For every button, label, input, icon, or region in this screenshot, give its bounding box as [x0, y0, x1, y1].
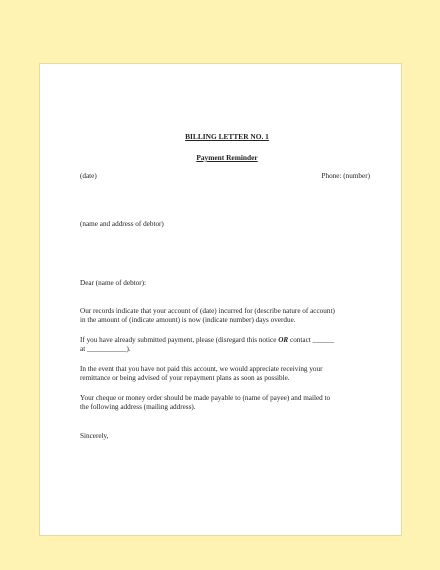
paragraph-already-paid: [80, 336, 374, 354]
paragraph-line: [80, 336, 374, 345]
paragraph-payment-instructions: [80, 394, 374, 412]
salutation: Dear (name of debtor):: [80, 279, 147, 287]
paragraph-line: Our records indicate that your account of (date) incurred for (describe nature of account): [80, 307, 335, 315]
paragraph-line: Your cheque or money order should be made payable to (name of payee) and mailed to: [80, 394, 331, 402]
date-field: (date): [80, 172, 97, 180]
letter-subheading: Payment Reminder: [196, 153, 258, 162]
letter-heading: BILLING LETTER NO. 1: [185, 132, 269, 141]
paragraph-overdue-notice: [80, 307, 374, 325]
paragraph-line: in the amount of (indicate amount) is now (indicate number) days overdue.: [80, 316, 296, 324]
paragraph-line: In the event that you have not paid this account, we would appreciate receiving your: [80, 365, 323, 373]
paragraph-line: remittance or being advised of your repayment plans as soon as possible.: [80, 374, 290, 382]
paragraph-text: If you have already submitted payment, please (disregard this notice: [80, 336, 279, 344]
debtor-address-field: (name and address of debtor): [80, 220, 164, 228]
paragraph-repayment-request: [80, 365, 374, 383]
emphasis-or: OR: [278, 336, 289, 344]
paragraph-line: the following address (mailing address).: [80, 403, 196, 411]
document-page: [39, 63, 402, 536]
closing: Sincerely,: [80, 432, 109, 440]
phone-field: Phone: (number): [321, 172, 370, 180]
paragraph-line: at ___________).: [80, 345, 131, 353]
paragraph-text: contact ______: [288, 336, 335, 344]
